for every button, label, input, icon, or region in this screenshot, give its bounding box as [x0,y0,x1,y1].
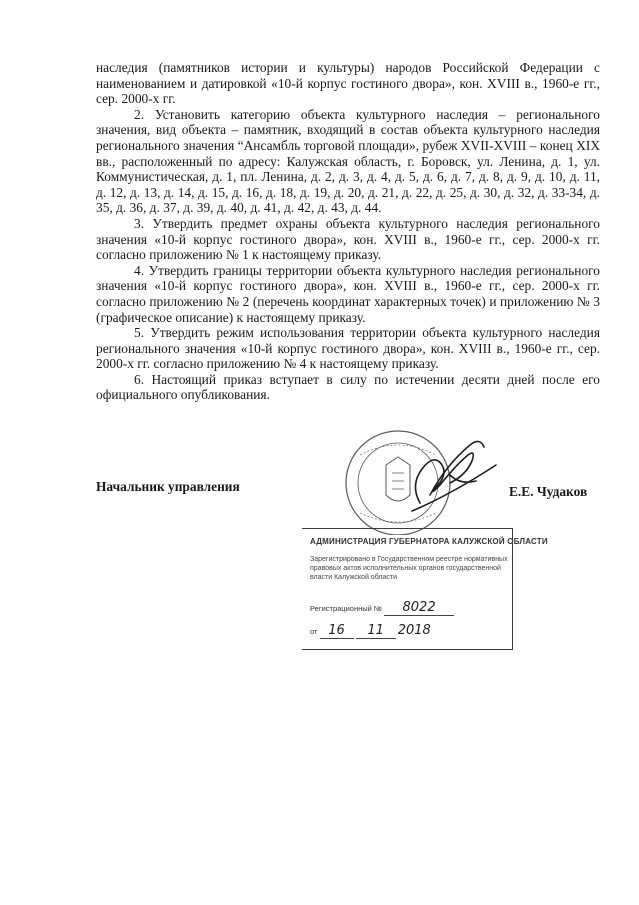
paragraph-continuation: наследия (памятников истории и культуры) народов Российской Федерации с наименованием и датировкой «10-й корпус гостиного двора», кон. XVIII в., 1960-е гг., сер. 2000-х гг. [96,60,600,107]
registration-number-line [310,600,454,616]
registration-number: 8022 [384,600,454,616]
handwritten-signature [412,441,496,511]
registration-day: 16 [320,623,354,639]
paragraph-5: 5. Утвердить режим использования территории объекта культурного наследия регионального значения «10-й корпус гостиного двора», кон. XVIII в., 1960-е гг., сер. 2000-х гг. согласно приложению № 4 к настоящему приказу. [96,325,600,372]
stamp-title: АДМИНИСТРАЦИЯ ГУБЕРНАТОРА КАЛУЖСКОЙ ОБЛАСТИ [310,537,548,546]
registration-date-line [310,623,431,639]
registration-year: 2018 [397,623,431,638]
signatory-name: Е.Е. Чудаков [509,484,588,499]
stamp-body: Зарегистрировано в Государственном реестре нормативных правовых актов исполнительных органов государственной власти Калужской области [310,556,508,581]
paragraph-4: 4. Утвердить границы территории объекта культурного наследия регионального значения «10-й корпус гостиного двора», кон. XVIII в., 1960-е гг., сер. 2000-х гг. согласно приложению № 2 (перечень координат характерных точек) и приложению № 3 (графическое описание) к настоящему приказу. [96,262,600,325]
registration-stamp [302,528,548,650]
paragraph-2: 2. Установить категорию объекта культурного наследия – регионального значения, вид объекта – памятник, входящий в состав объекта культурного наследия регионального значения “Ансамбль торговой площади», рубеж XVII-XVIII – конец XIX вв., расположенный по адресу: Калужская область, г. Боровск, ул. Ленина, д. 1, ул. Коммунистическая, д. 1, пл. Ленина, д. 2, д. 3, д. 4, д. 5, д. 6, д. 7, д. 8, д. 9, д. 10, д. 11, д. 12, д. 13, д. 14, д. 15, д. 16, д. 18, д. 19, д. 20, д. 21, д. 22, д. 25, д. 30, д. 32, д. 33-34, д. 35, д. 36, д. 37, д. 39, д. 40, д. 41, д. 42, д. 43, д. 44. [96,106,600,216]
date-prefix: от [310,627,318,636]
official-seal-and-signature [300,425,520,535]
registration-month: 11 [356,623,396,639]
round-seal [346,431,450,535]
registration-number-label: Регистрационный № [310,604,382,613]
paragraph-6: 6. Настоящий приказ вступает в силу по истечении десяти дней после его официального опубликования. [96,371,600,403]
order-body [96,60,600,403]
signatory-title: Начальник управления [96,479,240,494]
paragraph-3: 3. Утвердить предмет охраны объекта культурного наследия регионального значения «10-й корпус гостиного двора», кон. XVIII в., 1960-е гг., сер. 2000-х гг. согласно приложению № 1 к настоящему приказу. [96,215,600,263]
